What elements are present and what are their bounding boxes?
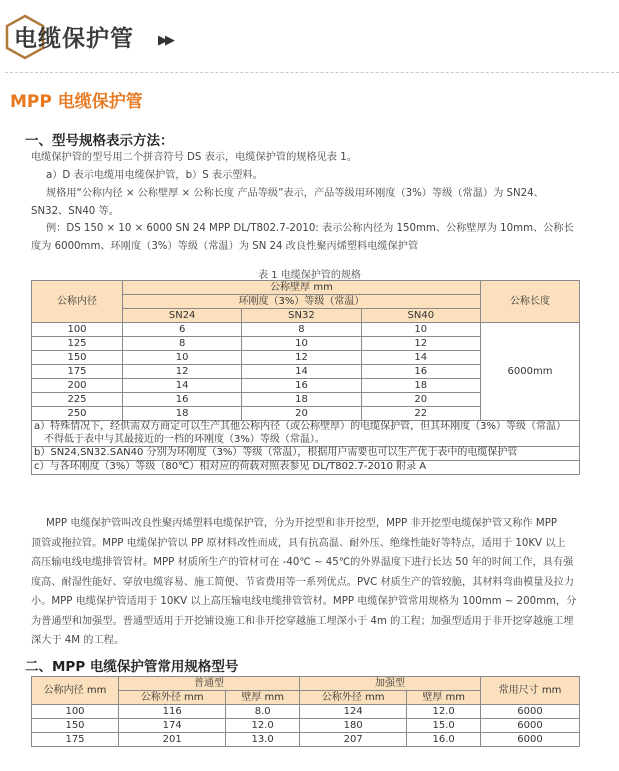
- cell: 6000: [481, 705, 580, 719]
- cell: 18: [242, 393, 361, 407]
- table-note: [32, 461, 580, 475]
- paragraph-line: 深大于 4M 的工程。: [31, 635, 125, 646]
- cell: 180: [299, 719, 406, 733]
- note-line: a）特殊情况下，经供需双方商定可以生产其他公称内径（或公称壁厚）的电缆保护管，但其环刚度（3%）等级（常温）: [34, 421, 566, 432]
- cell: 14: [123, 379, 242, 393]
- cell: 6000: [481, 719, 580, 733]
- table-row: [32, 705, 580, 719]
- header-ring-stiffness: 环刚度（3%）等级（常温）: [123, 295, 481, 309]
- note-c: c）与各环刚度（3%）等级（80℃）相对应的荷载对照表参见 DL/T802.7-2010 附录 A: [32, 461, 580, 475]
- note-line: 不得低于表中与其最接近的一档的环刚度（3%）等级（常温）。: [44, 433, 325, 445]
- cell: 225: [32, 393, 123, 407]
- part1-line: a）D 表示电缆用电缆保护管，b）S 表示塑料。: [46, 170, 263, 181]
- cell: 207: [299, 733, 406, 747]
- cell: 16.0: [407, 733, 481, 747]
- cell: 14: [361, 351, 480, 365]
- cell: 6: [123, 323, 242, 337]
- table1-caption: 表 1 电缆保护管的规格: [258, 270, 361, 281]
- cell: 124: [299, 705, 406, 719]
- length-value: 6000mm: [481, 323, 580, 421]
- part1-heading: 一、型号规格表示方法：: [25, 133, 174, 149]
- cell: 200: [32, 379, 123, 393]
- header-grade: SN24: [123, 309, 242, 323]
- part2-heading: 二、MPP 电缆保护管常用规格型号: [25, 659, 239, 675]
- paragraph-line: 为普通型和加强型。普通型适用于开挖铺设施工和非开挖穿越施工埋深小于 4m 的工程；加强型适用于非开挖穿越施工埋: [31, 615, 574, 627]
- cell: 174: [119, 719, 226, 733]
- cell: 18: [361, 379, 480, 393]
- header-normal-type: 普通型: [119, 677, 300, 691]
- paragraph-line: 小。MPP 电缆保护管适用于 10KV 以上高压输电线电缆排管管材。MPP 电缆保护管常用规格为 100mm ~ 200mm，分: [31, 596, 577, 607]
- cell: 22: [361, 407, 480, 421]
- paragraph-line: 高压输电线电缆排管管材。MPP 材质所生产的管材可在 -40℃ ~ 45℃的外界温度下进行长达 50 年的时间工作，具有强: [31, 557, 574, 568]
- table-row: [32, 719, 580, 733]
- header-outer-diameter: 公称外径 mm: [299, 691, 406, 705]
- cell: 150: [32, 719, 119, 733]
- part1-line: 例：DS 150 × 10 × 6000 SN 24 MPP DL/T802.7-2010: 表示公称内径为 150mm、公称壁厚为 10mm、公称长: [46, 223, 574, 234]
- cell: 100: [32, 323, 123, 337]
- header-common-size: 常用尺寸 mm: [481, 677, 580, 705]
- common-spec-table: [31, 676, 580, 747]
- section-title: MPP 电缆保护管: [10, 92, 143, 112]
- cell: 125: [32, 337, 123, 351]
- paragraph-line: 顶管或拖拉管。MPP 电缆保护管以 PP 原材料改性而成，具有抗高温、耐外压、绝缘性能好等特点，适用于 10KV 以上: [31, 537, 566, 549]
- cell: 16: [242, 379, 361, 393]
- cell: 10: [242, 337, 361, 351]
- cell: 14: [242, 365, 361, 379]
- header-wall-thickness: 壁厚 mm: [407, 691, 481, 705]
- description-paragraph: [31, 514, 579, 651]
- paragraph-line: MPP 电缆保护管叫改良性聚丙烯塑料电缆保护管，分为开挖型和非开挖型，MPP 非开挖型电缆保护管又称作 MPP: [46, 518, 558, 529]
- cell: 8: [123, 337, 242, 351]
- header-outer-diameter: 公称外径 mm: [119, 691, 226, 705]
- header-nominal-thickness: 公称壁厚 mm: [123, 281, 481, 295]
- table-row: [32, 733, 580, 747]
- cell: 150: [32, 351, 123, 365]
- cell: 12.0: [407, 705, 481, 719]
- cell: 250: [32, 407, 123, 421]
- cell: 20: [361, 393, 480, 407]
- double-arrow-icon: ▶▶: [158, 33, 172, 48]
- cell: 12.0: [226, 719, 300, 733]
- cell: 16: [123, 393, 242, 407]
- note-b: b）SN24,SN32.SAN40 分别为环刚度（3%）等级（常温），根据用户需要也可以生产优于表中的电缆保护管: [32, 447, 580, 461]
- cell: 12: [123, 365, 242, 379]
- cell: 18: [123, 407, 242, 421]
- part1-line: 电缆保护管的型号用二个拼音符号 DS 表示，电缆保护管的规格见表 1。: [31, 152, 357, 163]
- header-nominal-length: 公称长度: [481, 281, 580, 323]
- page-header-title: 电缆保护管: [14, 26, 134, 52]
- header-grade: SN32: [242, 309, 361, 323]
- header-reinforced-type: 加强型: [299, 677, 480, 691]
- header-nominal-diameter: 公称内径: [32, 281, 123, 323]
- table-row: [32, 323, 580, 337]
- cell: 8: [242, 323, 361, 337]
- cell: 12: [242, 351, 361, 365]
- cell: 10: [123, 351, 242, 365]
- cell: 16: [361, 365, 480, 379]
- cell: 20: [242, 407, 361, 421]
- header-nominal-diameter: 公称内径 mm: [32, 677, 119, 705]
- spec-table: [31, 280, 580, 475]
- cell: 8.0: [226, 705, 300, 719]
- table-note: [32, 421, 580, 447]
- cell: 10: [361, 323, 480, 337]
- note-a: [32, 421, 580, 447]
- cell: 116: [119, 705, 226, 719]
- cell: 175: [32, 733, 119, 747]
- cell: 15.0: [407, 719, 481, 733]
- cell: 6000: [481, 733, 580, 747]
- cell: 175: [32, 365, 123, 379]
- cell: 13.0: [226, 733, 300, 747]
- cell: 12: [361, 337, 480, 351]
- header-grade: SN40: [361, 309, 480, 323]
- part1-line: 规格用“公称内径 × 公称壁厚 × 公称长度 产品等级”表示，产品等级用环刚度（3%）等级（常温）为 SN24、: [46, 188, 544, 199]
- header-divider: [5, 72, 619, 73]
- cell: 100: [32, 705, 119, 719]
- part1-line: SN32、SN40 等。: [31, 206, 119, 217]
- part1-line: 度为 6000mm、环刚度（3%）等级（常温）为 SN 24 改良性聚丙烯塑料电缆保护管: [31, 241, 419, 252]
- cell: 201: [119, 733, 226, 747]
- table-note: [32, 447, 580, 461]
- header-wall-thickness: 壁厚 mm: [226, 691, 300, 705]
- paragraph-line: 度高、耐湿性能好、穿放电缆容易、施工简便、节省费用等一系列优点。PVC 材质生产的管较脆，其材料弯曲模量及拉力: [31, 576, 575, 588]
